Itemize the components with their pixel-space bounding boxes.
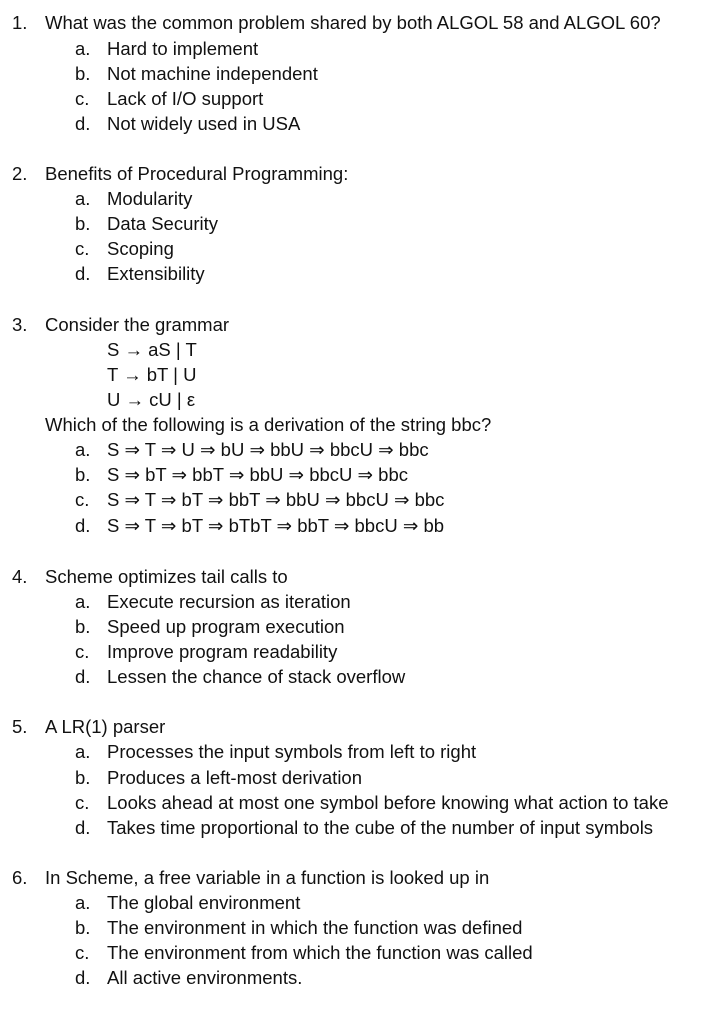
option-letter: c.	[75, 942, 90, 963]
question-text: A LR(1) parser	[45, 716, 166, 737]
option-text: Not widely used in USA	[107, 113, 301, 134]
option-text: Hard to implement	[107, 38, 259, 59]
option-text: Takes time proportional to the cube of the number of input symbols	[107, 817, 654, 838]
option-letter: a.	[75, 741, 91, 762]
option-text: Produces a left-most derivation	[107, 767, 363, 788]
option-letter: d.	[75, 263, 91, 284]
option-text: S ⇒ T ⇒ U ⇒ bU ⇒ bbU ⇒ bbcU ⇒ bbc	[107, 439, 429, 460]
option-letter: b.	[75, 213, 91, 234]
question-number: 1.	[12, 12, 28, 33]
option-letter: c.	[75, 238, 90, 259]
option-text: Extensibility	[107, 263, 205, 284]
option-text: S ⇒ T ⇒ bT ⇒ bTbT ⇒ bbT ⇒ bbcU ⇒ bb	[107, 515, 445, 536]
option-letter: b.	[75, 917, 91, 938]
option-letter: c.	[75, 88, 90, 109]
question-text: What was the common problem shared by both ALGOL 58 and ALGOL 60?	[45, 12, 661, 33]
option-letter: d.	[75, 666, 91, 687]
option-letter: a.	[75, 892, 91, 913]
option-letter: d.	[75, 817, 91, 838]
question-number: 4.	[12, 566, 28, 587]
option-text: Speed up program execution	[107, 616, 345, 637]
grammar-rule: S → aS | T	[107, 339, 197, 360]
option-text: Improve program readability	[107, 641, 338, 662]
option-letter: c.	[75, 641, 90, 662]
option-letter: b.	[75, 464, 91, 485]
option-text: Data Security	[107, 213, 219, 234]
option-letter: d.	[75, 113, 91, 134]
option-text: Scoping	[107, 238, 174, 259]
question-text: Scheme optimizes tail calls to	[45, 566, 288, 587]
option-text: All active environments.	[107, 967, 303, 988]
option-text: The environment from which the function was called	[107, 942, 533, 963]
option-text: The environment in which the function was defined	[107, 917, 523, 938]
option-letter: b.	[75, 616, 91, 637]
question-text: In Scheme, a free variable in a function is looked up in	[45, 867, 490, 888]
question-number: 2.	[12, 163, 28, 184]
question-number: 5.	[12, 716, 28, 737]
option-letter: d.	[75, 967, 91, 988]
option-letter: c.	[75, 489, 90, 510]
option-text: Modularity	[107, 188, 193, 209]
option-letter: b.	[75, 63, 91, 84]
option-text: Looks ahead at most one symbol before knowing what action to take	[107, 792, 669, 813]
option-letter: b.	[75, 767, 91, 788]
question-text: Consider the grammar	[45, 314, 230, 335]
option-text: Lessen the chance of stack overflow	[107, 666, 406, 687]
option-text: Not machine independent	[107, 63, 318, 84]
option-text: Lack of I/O support	[107, 88, 264, 109]
option-letter: a.	[75, 38, 91, 59]
option-letter: d.	[75, 515, 91, 536]
option-text: Processes the input symbols from left to right	[107, 741, 477, 762]
option-text: The global environment	[107, 892, 301, 913]
option-letter: a.	[75, 591, 91, 612]
option-letter: a.	[75, 188, 91, 209]
question-number: 6.	[12, 867, 28, 888]
option-text: Execute recursion as iteration	[107, 591, 351, 612]
question-text: Benefits of Procedural Programming:	[45, 163, 349, 184]
question-subtext: Which of the following is a derivation of the string bbc?	[45, 414, 492, 435]
option-text: S ⇒ bT ⇒ bbT ⇒ bbU ⇒ bbcU ⇒ bbc	[107, 464, 408, 485]
grammar-rule: T → bT | U	[107, 364, 197, 385]
option-text: S ⇒ T ⇒ bT ⇒ bbT ⇒ bbU ⇒ bbcU ⇒ bbc	[107, 489, 445, 510]
question-number: 3.	[12, 314, 28, 335]
option-letter: a.	[75, 439, 91, 460]
grammar-rule: U → cU | ε	[107, 389, 196, 410]
option-letter: c.	[75, 792, 90, 813]
